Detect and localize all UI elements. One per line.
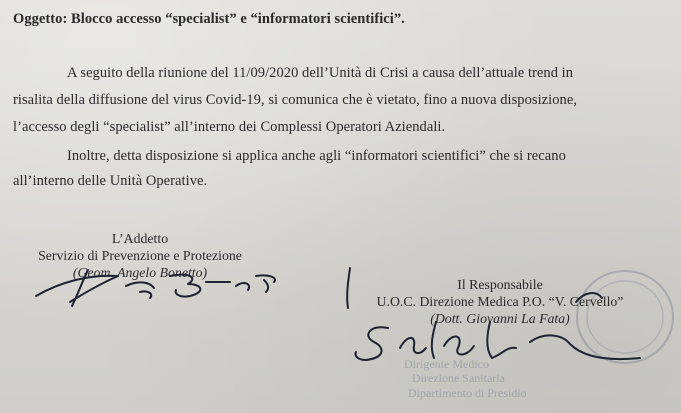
stamp-line1: Dirigente Medico — [404, 357, 489, 371]
paragraph1-line1: A seguito della riunione del 11/09/2020 dell’Unità di Crisi a causa dell’attuale trend in — [67, 65, 574, 81]
right-signer-office: U.O.C. Direzione Medica P.O. “V. Cervello” — [376, 294, 624, 309]
right-handwritten-signature — [340, 262, 670, 372]
left-signer-name: (Geom. Angelo Bonetto) — [72, 265, 208, 280]
letter-subject: Oggetto: Blocco accesso “specialist” e “informatori scientifici”. — [13, 11, 405, 27]
right-signer-role: Il Responsabile — [457, 277, 543, 292]
paragraph2-line1: Inoltre, detta disposizione si applica anche agli “informatori scientifici” che si recano — [67, 148, 566, 164]
paragraph2-line2: all’interno delle Unità Operative. — [13, 173, 208, 189]
right-signer-name: (Dott. Giovanni La Fata) — [430, 311, 570, 326]
left-handwritten-signature — [30, 262, 290, 312]
left-signer-office: Servizio di Prevenzione e Protezione — [38, 248, 242, 263]
stamp-line2: Direzione Sanitaria — [412, 371, 505, 385]
paragraph1-line3: l’accesso degli “specialist” all’interno dei Complessi Operatori Aziendali. — [13, 119, 446, 135]
paragraph1-line2: risalita della diffusione del virus Covid-19, si comunica che è vietato, fino a nuova disposizione, — [13, 92, 578, 108]
left-signer-role: L’Addetto — [111, 231, 169, 246]
stamp-line3: Dipartimento di Presidio — [408, 386, 527, 400]
